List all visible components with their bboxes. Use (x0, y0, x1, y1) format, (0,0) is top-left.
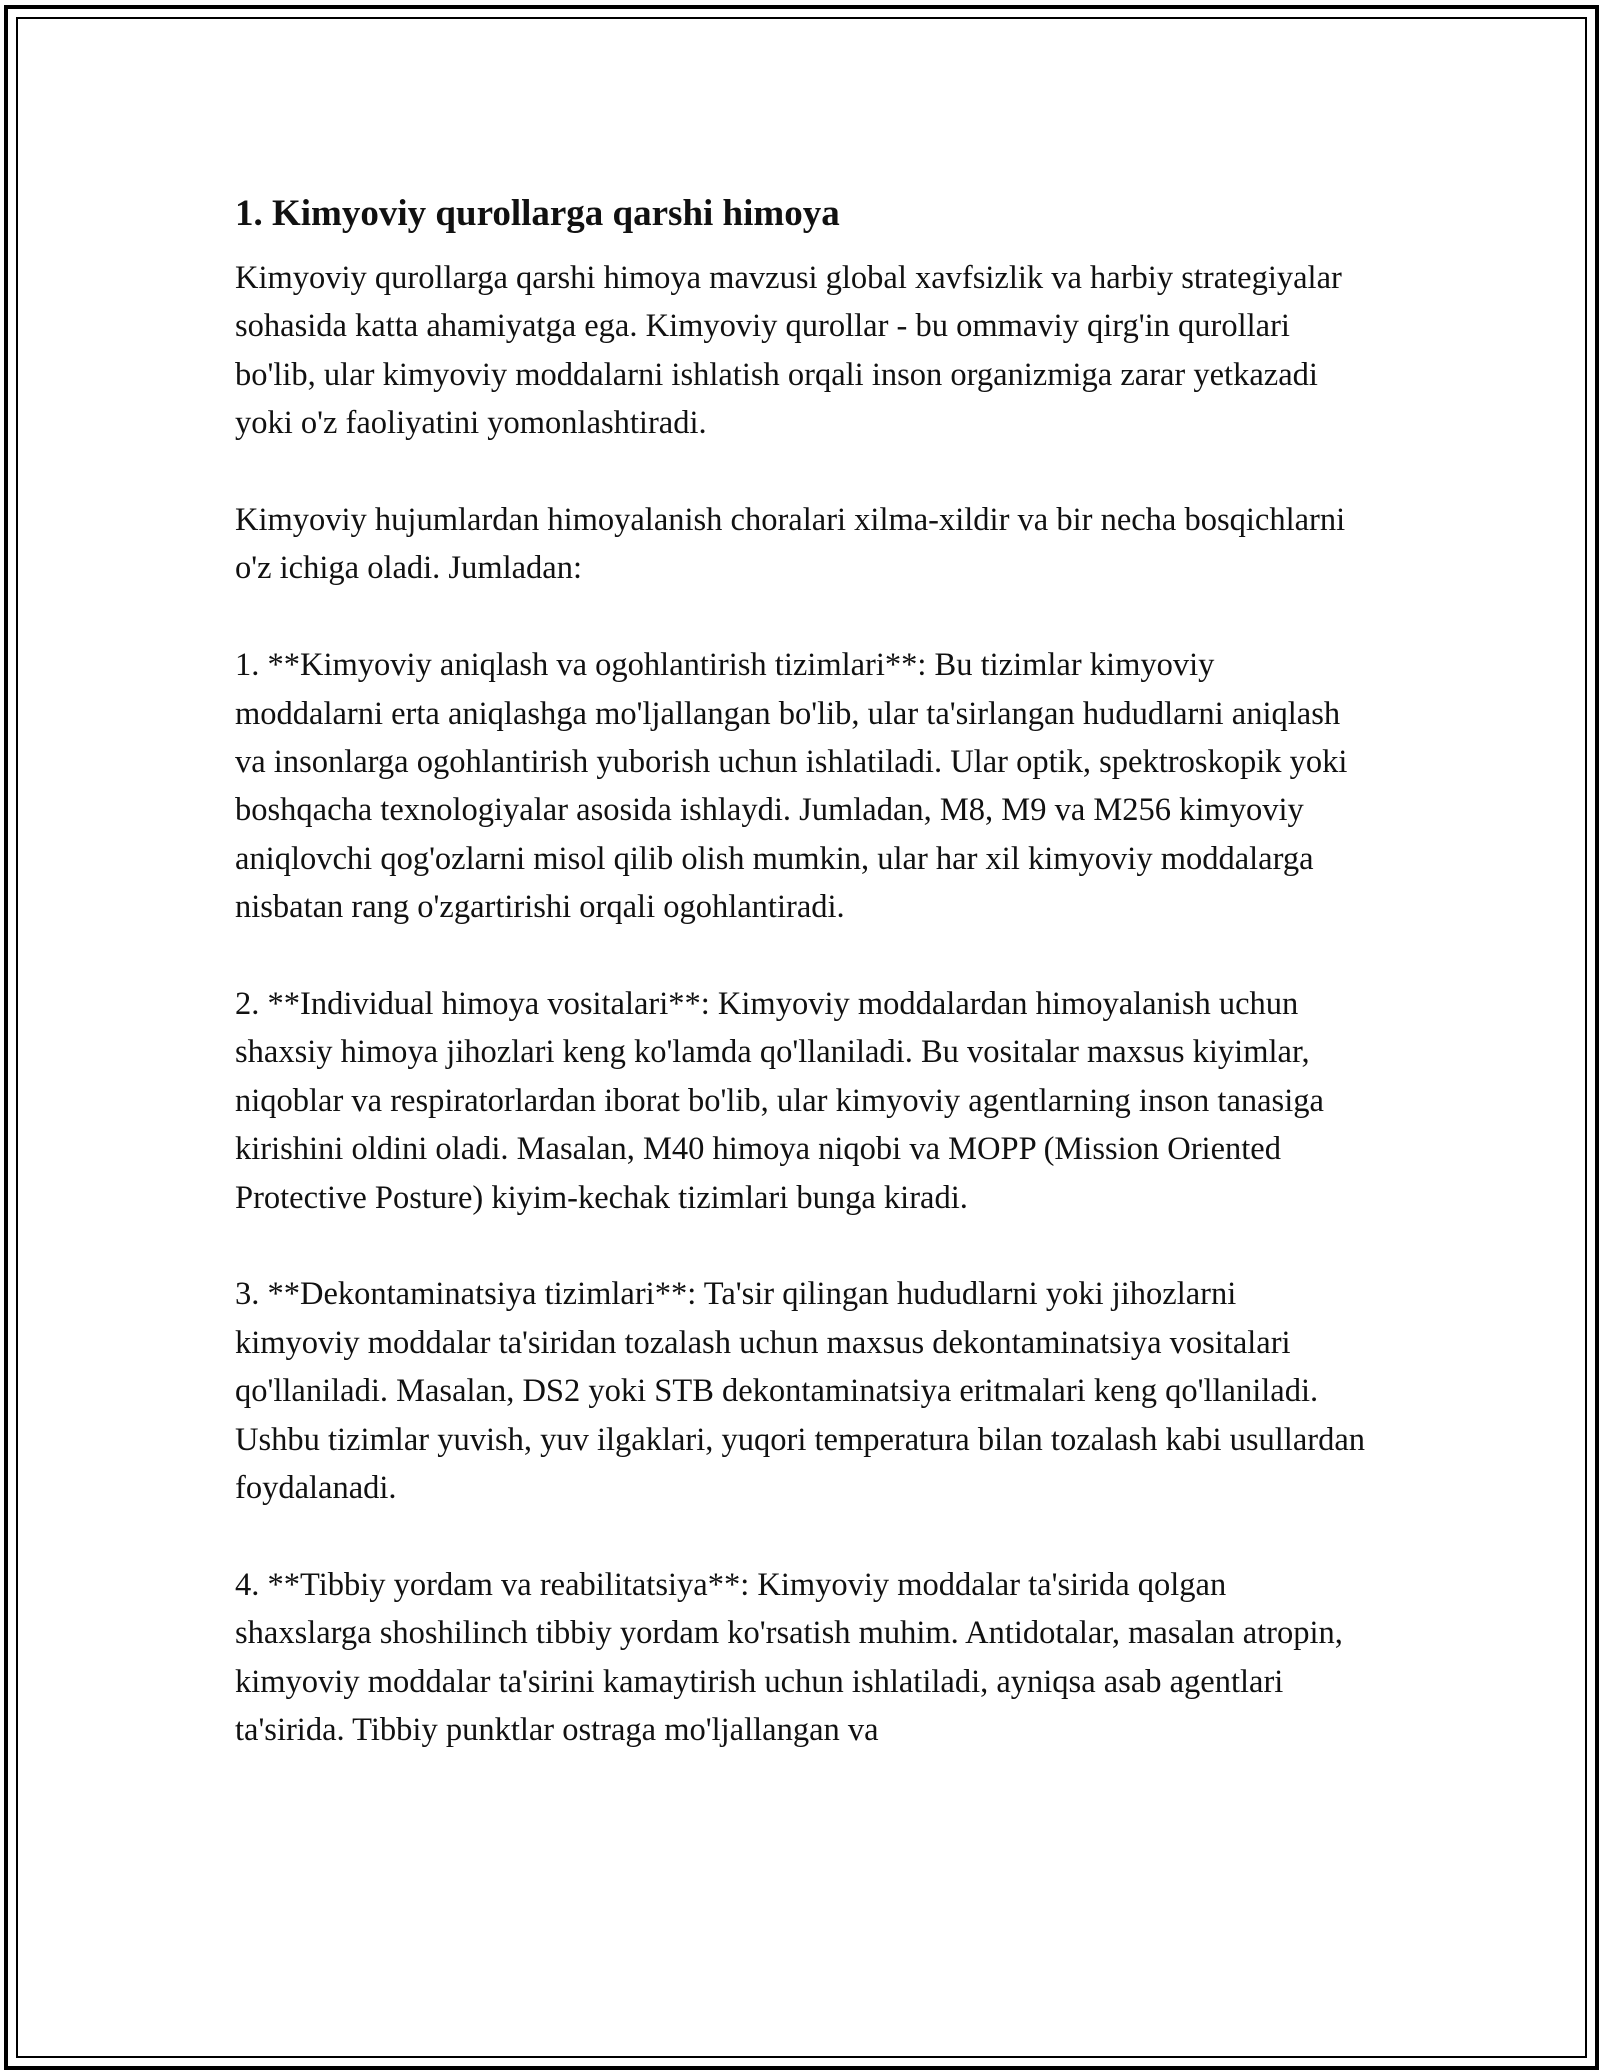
paragraph-item-2: 2. **Individual himoya vositalari**: Kimyoviy moddalardan himoyalanish uchun shaxsiy himoya jihozlari keng ko'lamda qo'llaniladi. Bu vositalar maxsus kiyimlar, niqoblar va respiratorlardan iborat bo'lib, ular kimyoviy agentlarning inson tanasiga kirishini oldini oladi. Masalan, M40 himoya niqobi va MOPP (Mission Oriented Protective Posture) kiyim-kechak tizimlari bunga kiradi. (235, 986, 1324, 1216)
paragraph-item-3: 3. **Dekontaminatsiya tizimlari**: Ta'sir qilingan hududlarni yoki jihozlarni kimyoviy moddalar ta'siridan tozalash uchun maxsus dekontaminatsiya vositalari qo'llaniladi. Masalan, DS2 yoki STB dekontaminatsiya eritmalari keng qo'llaniladi. Ushbu tizimlar yuvish, yuv ilgaklari, yuqori temperatura bilan tozalash kabi usullardan foydalanadi. (235, 1276, 1365, 1507)
paragraph-intro: Kimyoviy qurollarga qarshi himoya mavzusi global xavfsizlik va harbiy strategiyalar sohasida katta ahamiyatga ega. Kimyoviy qurollar - bu ommaviy qirg'in qurollari bo'lib, ular kimyoviy moddalarni ishlatish orqali inson organizmiga zarar yetkazadi yoki o'z faoliyatini yomonlashtiradi. (235, 260, 1342, 442)
paragraph-measures: Kimyoviy hujumlardan himoyalanish choralari xilma-xildir va bir necha bosqichlarni o'z ichiga oladi. Jumladan: (235, 502, 1346, 587)
paragraph-item-4: 4. **Tibbiy yordam va reabilitatsiya**: Kimyoviy moddalar ta'sirida qolgan shaxslarga shoshilinch tibbiy yordam ko'rsatish muhim. Antidotalar, masalan atropin, kimyoviy moddalar ta'sirini kamaytirish uchun ishlatiladi, ayniqsa asab agentlari ta'sirida. Tibbiy punktlar ostraga mo'ljallangan va (235, 1566, 1343, 1749)
document-body (235, 186, 1365, 1803)
section-heading: 1. Kimyoviy qurollarga qarshi himoya (235, 193, 840, 234)
paragraph-item-1: 1. **Kimyoviy aniqlash va ogohlantirish tizimlari**: Bu tizimlar kimyoviy moddalarni erta aniqlashga mo'ljallangan bo'lib, ular ta'sirlangan hududlarni aniqlash va insonlarga ogohlantirish yuborish uchun ishlatiladi. Ular optik, spektroskopik yoki boshqacha texnologiyalar asosida ishlaydi. Jumladan, M8, M9 va M256 kimyoviy aniqlovchi qog'ozlarni misol qilib olish mumkin, ular har xil kimyoviy moddalarga nisbatan rang o'zgartirishi orqali ogohlantiradi. (235, 647, 1348, 926)
